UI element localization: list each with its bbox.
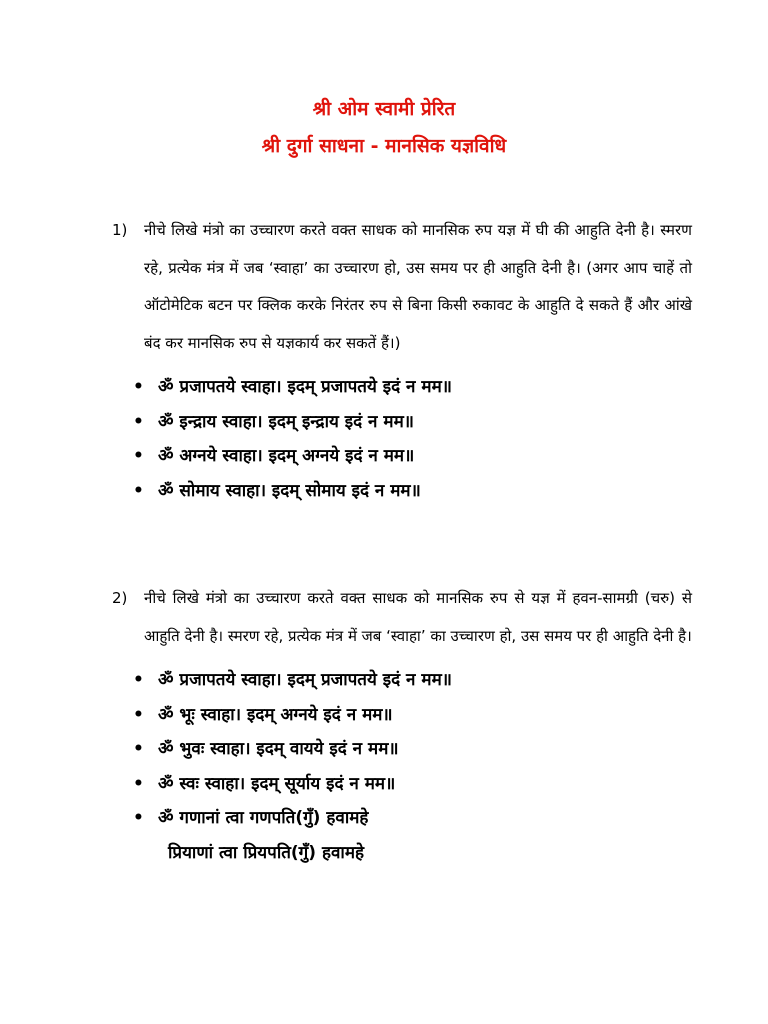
bullet-icon: •	[133, 411, 144, 432]
mantra-text: ॐ गणानां त्वा गणपति(गुँ) हवामहे	[158, 808, 369, 828]
mantra-text: ॐ प्रजापतये स्वाहा। इदम् प्रजापतये इदं न मम॥	[158, 670, 452, 690]
bullet-icon: •	[133, 480, 144, 501]
mantra-item	[133, 801, 692, 836]
bullet-icon: •	[133, 670, 144, 690]
mantra-item	[133, 439, 692, 474]
document-title-line-1: श्री ओम स्वामी प्रेरित	[312, 98, 456, 120]
mantra-item	[133, 767, 692, 802]
bullet-icon: •	[133, 377, 144, 397]
section-2-paragraph: नीचे लिखे मंत्रो का उच्चारण करते वक्त साधक को मानसिक रुप से यज्ञ में हवन-सामग्री (चरु) से आहुति देनी है। स्मरण रहे, प्रत्येक मंत्र में जब ‘स्वाहा’ का उच्चारण हो, उस समय पर ही आहुति देनी है।	[144, 589, 692, 645]
mantra-text: ॐ भूः स्वाहा। इदम् अग्नये इदं न मम॥	[158, 704, 393, 725]
mantra-item	[133, 474, 692, 509]
mantra-text: ॐ स्वः स्वाहा। इदम् सूर्याय इदं न मम॥	[158, 773, 396, 794]
mantra-text: ॐ अग्नये स्वाहा। इदम् अग्नये इदं न मम॥	[158, 446, 415, 466]
mantra-item	[133, 732, 692, 767]
mantra-text: ॐ सोमाय स्वाहा। इदम् सोमाय इदं न मम॥	[158, 480, 421, 501]
mantra-item	[133, 663, 692, 698]
mantra-text: ॐ भुवः स्वाहा। इदम् वायये इदं न मम॥	[158, 739, 399, 759]
mantra-text: ॐ प्रजापतये स्वाहा। इदम् प्रजापतये इदं न मम॥	[158, 377, 452, 397]
mantra-item	[133, 698, 692, 733]
bullet-icon: •	[133, 739, 144, 759]
mantra-continuation-line: प्रियाणां त्वा प्रियपति(गुँ) हवामहे	[168, 842, 365, 863]
section-1-instruction	[114, 212, 692, 362]
mantra-item	[133, 405, 692, 440]
mantra-text: ॐ इन्द्राय स्वाहा। इदम् इन्द्राय इदं न मम॥	[158, 411, 414, 432]
mantra-item	[133, 370, 692, 405]
bullet-icon: •	[133, 808, 144, 828]
section-1-number: 1)	[112, 221, 128, 239]
section-2	[114, 580, 692, 870]
section-1-paragraph: नीचे लिखे मंत्रो का उच्चारण करते वक्त साधक को मानसिक रुप यज्ञ में घी की आहुति देनी है। स्मरण रहे, प्रत्येक मंत्र में जब ‘स्वाहा’ का उच्चारण हो, उस समय पर ही आहुति देनी है। (अगर आप चाहें तो ऑटोमेटिक बटन पर क्लिक करके निरंतर रुप से बिना किसी रुकावट के आहुति दे सकते हैं और आंखे बंद कर मानसिक रुप से यज्ञकार्य कर सकतें हैं।)	[144, 221, 692, 352]
bullet-icon: •	[133, 773, 144, 794]
document-title-line-2: श्री दुर्गा साधना - मानसिक यज्ञविधि	[261, 135, 507, 157]
bullet-icon: •	[133, 704, 144, 725]
section-2-instruction	[114, 580, 692, 655]
section-1	[114, 212, 692, 508]
section-2-mantra-list	[114, 663, 692, 836]
bullet-icon: •	[133, 446, 144, 466]
section-1-mantra-list	[114, 370, 692, 508]
section-2-number: 2)	[112, 589, 128, 607]
